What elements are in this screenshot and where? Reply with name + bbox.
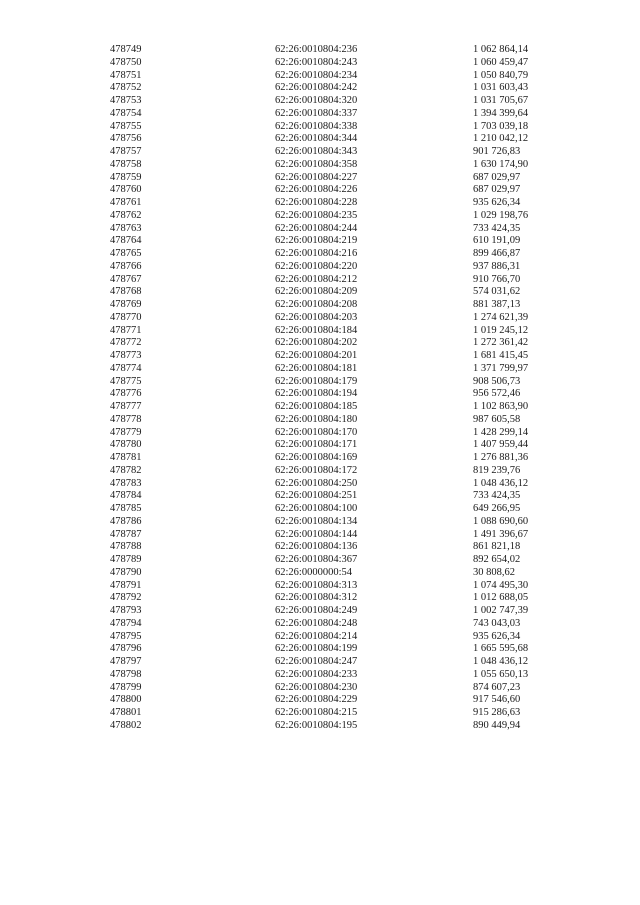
table-row [110,363,593,376]
table-row [110,57,593,70]
row-number: 478776 [110,388,142,400]
row-number: 478798 [110,668,142,680]
cadastral-number: 62:26:0010804:226 [275,184,358,196]
row-number: 478762 [110,209,142,221]
table-row [110,669,593,682]
cadastral-value: 1 048 436,12 [473,656,529,667]
row-number: 478787 [110,528,142,540]
table-row [110,274,593,287]
table-row [110,631,593,644]
cadastral-value: 1 062 864,14 [473,44,529,55]
table-row [110,108,593,121]
cadastral-number: 62:26:0010804:312 [275,592,358,604]
cadastral-value: 1 002 747,39 [473,605,529,616]
row-number: 478768 [110,286,142,298]
cadastral-number: 62:26:0010804:358 [275,158,358,170]
table-row [110,159,593,172]
cadastral-value: 819 239,76 [473,464,521,476]
cadastral-number: 62:26:0010804:343 [275,146,358,157]
table-row [110,478,593,491]
table-row [110,541,593,554]
table-row [110,197,593,210]
cadastral-value: 1 019 245,12 [473,324,529,336]
row-number: 478793 [110,605,142,616]
cadastral-number: 62:26:0010804:185 [275,401,358,412]
cadastral-value: 1 031 603,43 [473,82,529,94]
table-row [110,325,593,338]
cadastral-number: 62:26:0010804:233 [275,668,358,680]
table-row [110,121,593,134]
cadastral-value: 1 272 361,42 [473,337,529,349]
row-number: 478782 [110,464,142,476]
cadastral-number: 62:26:0010804:208 [275,299,358,310]
table-row [110,184,593,197]
row-number: 478756 [110,133,142,145]
table-row [110,210,593,223]
row-number: 478784 [110,490,142,502]
row-number: 478757 [110,146,142,157]
table-row [110,146,593,159]
cadastral-value: 1 055 650,13 [473,668,529,680]
table-row [110,529,593,542]
cadastral-number: 62:26:0010804:181 [275,362,358,374]
table-row [110,223,593,236]
cadastral-number: 62:26:0010804:199 [275,643,358,655]
cadastral-value: 687 029,97 [473,171,521,183]
row-number: 478794 [110,617,142,629]
cadastral-value: 1 012 688,05 [473,592,529,604]
row-number: 478786 [110,515,142,527]
row-number: 478781 [110,452,142,463]
row-number: 478795 [110,630,142,642]
table-row [110,388,593,401]
cadastral-number: 62:26:0010804:249 [275,605,358,616]
row-number: 478749 [110,44,142,55]
table-row [110,350,593,363]
table-row [110,503,593,516]
cadastral-number: 62:26:0010804:171 [275,439,358,451]
row-number: 478801 [110,707,142,718]
table-row [110,465,593,478]
cadastral-number: 62:26:0010804:234 [275,69,358,81]
row-number: 478789 [110,554,142,565]
cadastral-value: 1 665 595,68 [473,643,529,655]
table-row [110,682,593,695]
row-number: 478760 [110,184,142,196]
cadastral-number: 62:26:0010804:230 [275,681,358,693]
cadastral-value: 917 546,60 [473,694,521,706]
cadastral-value: 1 102 863,90 [473,401,529,412]
cadastral-number: 62:26:0010804:242 [275,82,358,94]
table-row [110,439,593,452]
cadastral-number: 62:26:0010804:244 [275,222,358,234]
row-number: 478750 [110,56,142,68]
row-number: 478755 [110,120,142,132]
row-number: 478783 [110,477,142,489]
cadastral-value: 30 808,62 [473,566,515,578]
cadastral-number: 62:26:0010804:144 [275,528,358,540]
row-number: 478785 [110,503,142,514]
cadastral-value: 1 074 495,30 [473,579,529,591]
cadastral-number: 62:26:0010804:202 [275,337,358,349]
row-number: 478758 [110,158,142,170]
table-row [110,516,593,529]
table-row [110,82,593,95]
table-row [110,299,593,312]
cadastral-number: 62:26:0010804:227 [275,171,358,183]
table-row [110,414,593,427]
cadastral-value: 910 766,70 [473,273,521,285]
cadastral-value: 1 029 198,76 [473,209,529,221]
table-row [110,592,593,605]
cadastral-value: 1 050 840,79 [473,69,529,81]
cadastral-value: 733 424,35 [473,490,521,502]
cadastral-number: 62:26:0010804:251 [275,490,358,502]
cadastral-number: 62:26:0010804:367 [275,554,358,565]
cadastral-number: 62:26:0010804:320 [275,95,358,106]
row-number: 478802 [110,719,142,731]
cadastral-value: 1 274 621,39 [473,311,529,323]
row-number: 478780 [110,439,142,451]
cadastral-number: 62:26:0010804:201 [275,350,358,361]
table-row [110,605,593,618]
cadastral-value: 649 266,95 [473,503,521,514]
row-number: 478775 [110,375,142,387]
cadastral-value: 1 630 174,90 [473,158,529,170]
cadastral-value: 1 048 436,12 [473,477,529,489]
cadastral-number: 62:26:0010804:250 [275,477,358,489]
cadastral-value: 743 043,03 [473,617,521,629]
cadastral-number: 62:26:0010804:180 [275,413,358,425]
row-number: 478796 [110,643,142,655]
cadastral-value: 1 681 415,45 [473,350,529,361]
cadastral-number: 62:26:0010804:219 [275,235,358,247]
row-number: 478771 [110,324,142,336]
cadastral-number: 62:26:0010804:243 [275,56,358,68]
table-row [110,337,593,350]
cadastral-number: 62:26:0010804:100 [275,503,358,514]
row-number: 478790 [110,566,142,578]
cadastral-value: 1 428 299,14 [473,426,529,438]
table-row [110,490,593,503]
cadastral-value: 892 654,02 [473,554,521,565]
cadastral-number: 62:26:0010804:172 [275,464,358,476]
table-row [110,401,593,414]
cadastral-number: 62:26:0010804:203 [275,311,358,323]
row-number: 478767 [110,273,142,285]
cadastral-value: 935 626,34 [473,630,521,642]
row-number: 478753 [110,95,142,106]
table-row [110,261,593,274]
row-number: 478765 [110,248,142,259]
row-number: 478792 [110,592,142,604]
row-number: 478774 [110,362,142,374]
row-number: 478799 [110,681,142,693]
cadastral-value: 915 286,63 [473,707,521,718]
row-number: 478752 [110,82,142,94]
cadastral-number: 62:26:0010804:235 [275,209,358,221]
cadastral-number: 62:26:0010804:209 [275,286,358,298]
row-number: 478777 [110,401,142,412]
cadastral-number: 62:26:0010804:195 [275,719,358,731]
cadastral-number: 62:26:0010804:169 [275,452,358,463]
row-number: 478759 [110,171,142,183]
row-number: 478778 [110,413,142,425]
cadastral-number: 62:26:0010804:248 [275,617,358,629]
cadastral-number: 62:26:0010804:136 [275,541,358,553]
cadastral-value: 1 371 799,97 [473,362,529,374]
cadastral-value: 1 031 705,67 [473,95,529,106]
table-row [110,95,593,108]
cadastral-number: 62:26:0010804:194 [275,388,358,400]
table-row [110,248,593,261]
cadastral-value: 987 605,58 [473,413,521,425]
row-number: 478751 [110,69,142,81]
table-row [110,567,593,580]
cadastral-number: 62:26:0010804:344 [275,133,358,145]
table-row [110,656,593,669]
cadastral-number: 62:26:0010804:216 [275,248,358,259]
cadastral-value: 1 703 039,18 [473,120,529,132]
table-row [110,707,593,720]
row-number: 478788 [110,541,142,553]
table-row [110,286,593,299]
cadastral-number: 62:26:0010804:170 [275,426,358,438]
table-row [110,235,593,248]
cadastral-number: 62:26:0010804:337 [275,107,358,119]
cadastral-value: 1 088 690,60 [473,515,529,527]
table-row [110,554,593,567]
cadastral-value: 1 407 959,44 [473,439,529,451]
cadastral-value: 901 726,83 [473,146,521,157]
cadastral-number: 62:26:0010804:220 [275,260,358,272]
row-number: 478772 [110,337,142,349]
cadastral-value: 937 886,31 [473,260,521,272]
table-row [110,643,593,656]
cadastral-number: 62:26:0010804:214 [275,630,358,642]
table-row [110,172,593,185]
table-row [110,720,593,733]
row-number: 478791 [110,579,142,591]
cadastral-value: 1 060 459,47 [473,56,529,68]
cadastral-number: 62:26:0010804:313 [275,579,358,591]
table-row [110,694,593,707]
cadastral-number: 62:26:0010804:236 [275,44,358,55]
cadastral-number: 62:26:0010804:184 [275,324,358,336]
cadastral-number: 62:26:0010804:179 [275,375,358,387]
row-number: 478766 [110,260,142,272]
cadastral-value: 881 387,13 [473,299,521,310]
cadastral-value: 1 394 399,64 [473,107,529,119]
cadastral-value: 890 449,94 [473,719,521,731]
row-number: 478797 [110,656,142,667]
table-row [110,376,593,389]
cadastral-value: 610 191,09 [473,235,521,247]
cadastral-value: 1 276 881,36 [473,452,529,463]
cadastral-number: 62:26:0010804:134 [275,515,358,527]
row-number: 478800 [110,694,142,706]
table-row [110,44,593,57]
table-row [110,70,593,83]
cadastral-value: 1 491 396,67 [473,528,529,540]
table-row [110,618,593,631]
cadastral-value: 733 424,35 [473,222,521,234]
row-number: 478763 [110,222,142,234]
row-number: 478761 [110,197,142,208]
cadastral-value: 861 821,18 [473,541,521,553]
cadastral-number: 62:26:0010804:338 [275,120,358,132]
cadastral-value: 687 029,97 [473,184,521,196]
cadastral-number: 62:26:0010804:215 [275,707,358,718]
cadastral-number: 62:26:0000000:54 [275,566,353,578]
table-row [110,452,593,465]
table-row [110,312,593,325]
row-number: 478770 [110,311,142,323]
cadastral-number: 62:26:0010804:247 [275,656,358,667]
row-number: 478764 [110,235,142,247]
table-row [110,427,593,440]
row-number: 478769 [110,299,142,310]
cadastral-value: 956 572,46 [473,388,521,400]
cadastral-value: 899 466,87 [473,248,521,259]
table-row [110,133,593,146]
cadastral-number: 62:26:0010804:228 [275,197,358,208]
cadastral-value: 908 506,73 [473,375,521,387]
row-number: 478779 [110,426,142,438]
cadastral-value: 935 626,34 [473,197,521,208]
cadastral-value: 1 210 042,12 [473,133,529,145]
cadastral-value-table [110,44,593,733]
cadastral-value: 574 031,62 [473,286,521,298]
row-number: 478754 [110,107,142,119]
cadastral-value: 874 607,23 [473,681,521,693]
cadastral-number: 62:26:0010804:229 [275,694,358,706]
table-body [110,44,593,733]
cadastral-number: 62:26:0010804:212 [275,273,358,285]
row-number: 478773 [110,350,142,361]
table-row [110,580,593,593]
